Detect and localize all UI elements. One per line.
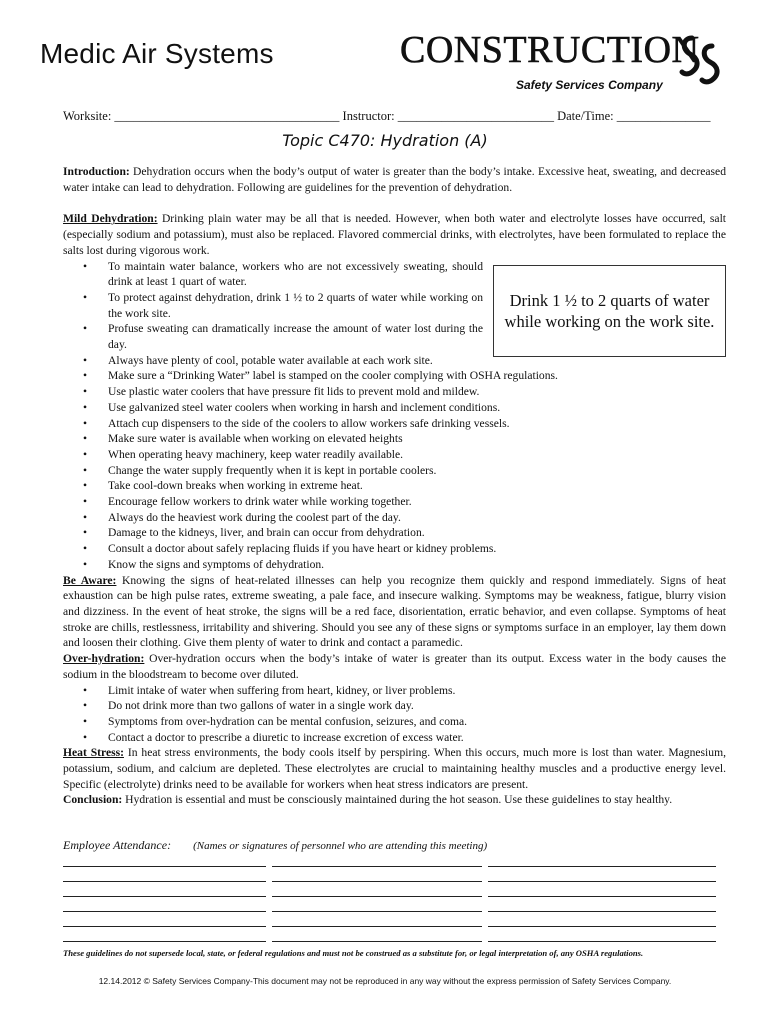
logo-wordmark: CONSTRUCTION bbox=[400, 29, 700, 71]
company-name: Medic Air Systems bbox=[40, 38, 274, 69]
list-item: • Profuse sweating can dramatically increase the amount of water lost during the day. bbox=[108, 321, 483, 352]
signature-line[interactable] bbox=[272, 898, 482, 912]
list-item: • Limit intake of water when suffering from heart, kidney, or liver problems. bbox=[108, 683, 726, 699]
copyright-footer: 12.14.2012 © Safety Services Company-This document may not be reproduced in any way without the express permission of Safety Services Company. bbox=[98, 976, 672, 986]
heat-stress-lead: Heat Stress: bbox=[63, 746, 124, 760]
signature-line[interactable] bbox=[488, 898, 716, 912]
css-logo bbox=[400, 28, 730, 98]
signature-row bbox=[63, 913, 716, 928]
signature-line[interactable] bbox=[63, 928, 266, 942]
list-item: • When operating heavy machinery, keep water readily available. bbox=[108, 447, 726, 463]
be-aware-paragraph bbox=[63, 573, 726, 652]
signature-row bbox=[63, 898, 716, 913]
heat-stress-text: In heat stress environments, the body cools itself by perspiring. When this occurs, much more is lost than water. Magnesium, potassium, sodium, and calcium are depleted. These electrolytes are crucial to maintaining healthy muscles and a productive energy level. Specific (electrolyte) drinks need to be available for workers when heat stress indicators are present. bbox=[63, 746, 726, 791]
meeting-info-line: Worksite: ____________________________________ Instructor: _________________________ Date/Time: _______________ bbox=[63, 109, 711, 123]
be-aware-text: Knowing the signs of heat-related illnesses can help you recognize them quickly and respond immediately. Signs of heat exhaustion can be high pulse rates, extreme sweating, a pale face, and insecure walking. Symptoms may be weakness, fatigue, blurry vision and dizziness. In the event of heat stroke, the signs will be a red face, disorientation, erratic behavior, and even collapse. Symptoms of heat stroke are chills, restlessness, irritability and shivering. Should you see any of these signs or symptoms surface in an employer, lay them down and loosen their clothing. Give them plenty of water to drink and contact a paramedic. bbox=[63, 573, 726, 650]
ss-logo-icon bbox=[678, 32, 722, 88]
signature-line[interactable] bbox=[488, 853, 716, 867]
logo-subtitle: Safety Services Company bbox=[516, 78, 663, 92]
list-item: • Contact a doctor to prescribe a diuretic to increase excretion of excess water. bbox=[108, 730, 726, 746]
list-item: • To protect against dehydration, drink 1 ½ to 2 quarts of water while working on the work site. bbox=[108, 290, 483, 321]
conclusion-lead: Conclusion: bbox=[63, 793, 123, 807]
signature-line[interactable] bbox=[63, 883, 266, 897]
list-item: • Always have plenty of cool, potable water available at each work site. bbox=[108, 353, 726, 369]
conclusion-paragraph bbox=[63, 792, 726, 808]
document-body bbox=[63, 164, 726, 808]
over-hydration-text: Over-hydration occurs when the body’s intake of water is greater than its output. Excess water in the body causes the sodium in the bloodstream to become over diluted. bbox=[63, 652, 726, 681]
employee-attendance bbox=[63, 838, 487, 853]
list-item: • Make sure water is available when working on elevated heights bbox=[108, 431, 726, 447]
list-item: • Use galvanized steel water coolers when working in harsh and inclement conditions. bbox=[108, 400, 726, 416]
mild-dehydration-lead: Mild Dehydration: bbox=[63, 212, 158, 226]
over-hydration-paragraph bbox=[63, 651, 726, 682]
signature-line[interactable] bbox=[63, 853, 266, 867]
list-item: • Do not drink more than two gallons of water in a single work day. bbox=[108, 698, 726, 714]
osha-disclaimer: These guidelines do not supersede local, state, or federal regulations and must not be construed as a substitute for, or legal interpretation of, any OSHA regulations. bbox=[63, 948, 644, 958]
list-item: • Symptoms from over-hydration can be mental confusion, seizures, and coma. bbox=[108, 714, 726, 730]
list-item: • To maintain water balance, workers who are not excessively sweating, should drink at least 1 quart of water. bbox=[108, 259, 483, 290]
topic-title: Topic C470: Hydration (A) bbox=[282, 131, 488, 150]
list-item: • Damage to the kidneys, liver, and brain can occur from dehydration. bbox=[108, 525, 726, 541]
list-item: • Encourage fellow workers to drink water while working together. bbox=[108, 494, 726, 510]
signature-row bbox=[63, 868, 716, 883]
attendance-hint: (Names or signatures of personnel who are attending this meeting) bbox=[193, 840, 488, 852]
introduction-lead: Introduction: bbox=[63, 165, 130, 178]
signature-row bbox=[63, 883, 716, 898]
signature-line[interactable] bbox=[272, 853, 482, 867]
signature-row bbox=[63, 928, 716, 943]
signature-line[interactable] bbox=[272, 868, 482, 882]
list-item: • Consult a doctor about safely replacing fluids if you have heart or kidney problems. bbox=[108, 541, 726, 557]
heat-stress-paragraph bbox=[63, 745, 726, 792]
over-hydration-lead: Over-hydration: bbox=[63, 652, 145, 666]
signature-line[interactable] bbox=[272, 883, 482, 897]
signature-line[interactable] bbox=[488, 928, 716, 942]
attendance-label: Employee Attendance: bbox=[63, 838, 172, 852]
signature-line[interactable] bbox=[63, 898, 266, 912]
signature-lines bbox=[63, 853, 716, 943]
mild-dehydration-paragraph bbox=[63, 211, 726, 258]
list-item: • Attach cup dispensers to the side of the coolers to allow workers safe drinking vessels. bbox=[108, 416, 726, 432]
signature-line[interactable] bbox=[488, 913, 716, 927]
signature-line[interactable] bbox=[272, 928, 482, 942]
be-aware-lead: Be Aware: bbox=[63, 573, 117, 587]
signature-line[interactable] bbox=[63, 868, 266, 882]
list-item: • Use plastic water coolers that have pressure fit lids to prevent mold and mildew. bbox=[108, 384, 726, 400]
conclusion-text: Hydration is essential and must be consciously maintained during the hot season. Use these guidelines to stay healthy. bbox=[122, 793, 673, 807]
mild-dehydration-list bbox=[63, 353, 726, 573]
signature-line[interactable] bbox=[488, 868, 716, 882]
over-hydration-list bbox=[63, 683, 726, 746]
signature-line[interactable] bbox=[488, 883, 716, 897]
list-item: • Make sure a “Drinking Water” label is stamped on the cooler complying with OSHA regulations. bbox=[108, 368, 726, 384]
signature-line[interactable] bbox=[63, 913, 266, 927]
list-item: • Change the water supply frequently when it is kept in portable coolers. bbox=[108, 463, 726, 479]
introduction-paragraph bbox=[63, 164, 726, 195]
callout-box: Drink 1 ½ to 2 quarts of water while working on the work site. bbox=[493, 265, 726, 357]
signature-row bbox=[63, 853, 716, 868]
mild-dehydration-text: Drinking plain water may be all that is needed. However, when both water and electrolyte losses have occurred, salt (especially sodium and potassium), must also be replaced. Flavored commercial drinks, with electrolytes, have been formulated to replace the salts lost during vigorous work. bbox=[63, 212, 727, 257]
introduction-text: Dehydration occurs when the body’s output of water is greater than the body’s intake. Excessive heat, sweating, and decreased water intake can lead to dehydration. Following are guidelines for the prevention of dehydration. bbox=[63, 165, 726, 194]
list-item: • Know the signs and symptoms of dehydration. bbox=[108, 557, 726, 573]
signature-line[interactable] bbox=[272, 913, 482, 927]
list-item: • Always do the heaviest work during the coolest part of the day. bbox=[108, 510, 726, 526]
list-item: • Take cool-down breaks when working in extreme heat. bbox=[108, 478, 726, 494]
